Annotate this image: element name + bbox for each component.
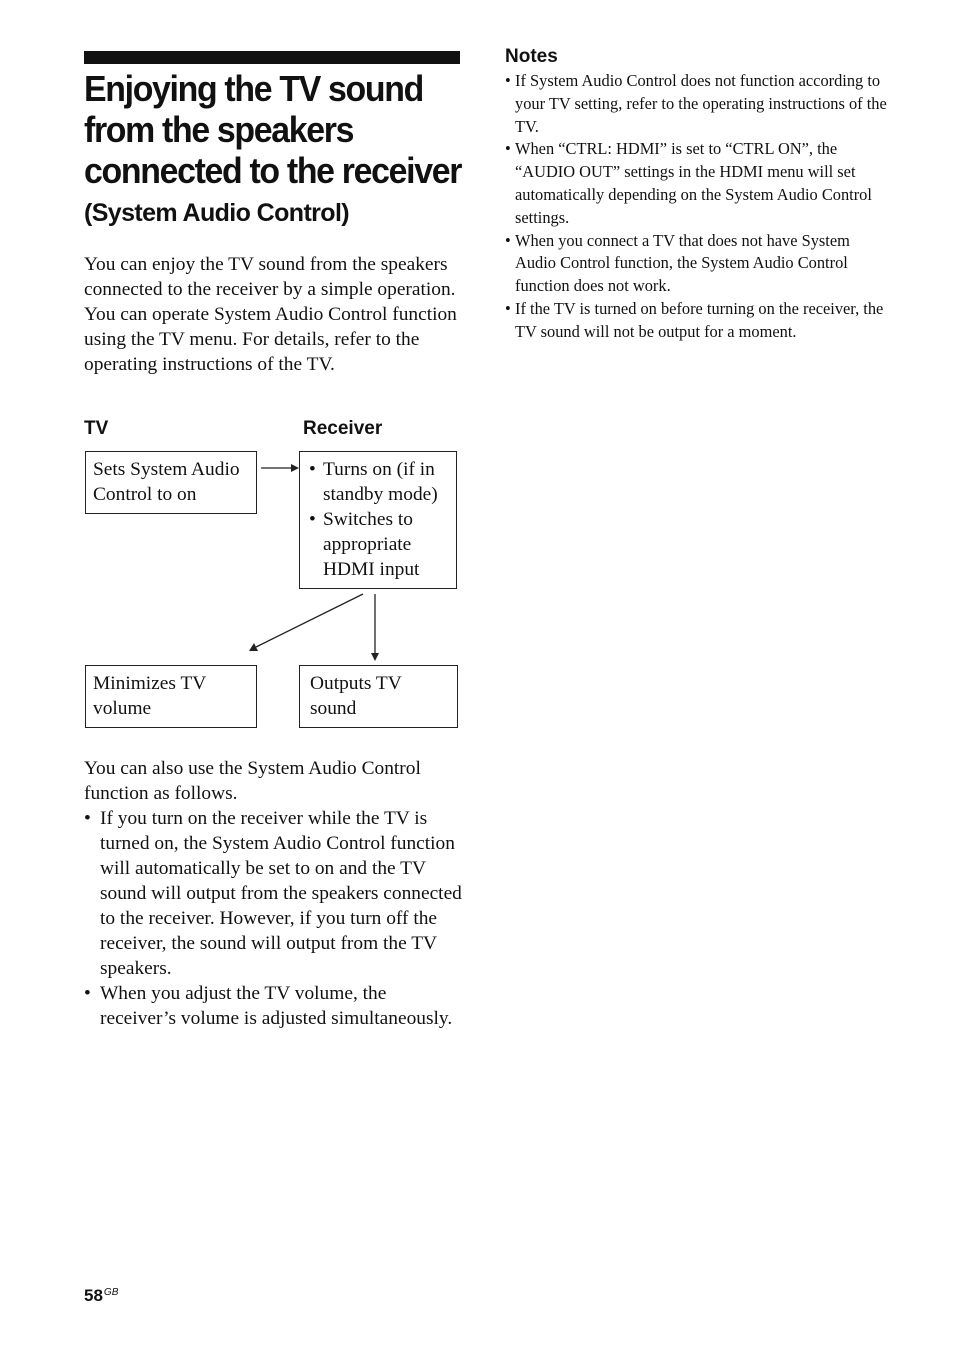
intro-paragraph-2: You can operate System Audio Control function using the TV menu. For details, refer to the operating instructions of the TV. (84, 304, 457, 375)
receiver-action-item: • Switches to appropriate HDMI input (307, 507, 449, 582)
note-item: • When you connect a TV that does not have System Audio Control function, the System Audio Control function does not work. (505, 230, 887, 298)
receiver-action-item: • Turns on (if in standby mode) (307, 457, 449, 507)
intro-paragraph-1: You can enjoy the TV sound from the speakers connected to the receiver by a simple operation. (84, 254, 456, 300)
page-region-suffix: GB (103, 1287, 119, 1298)
note-item: • When “CTRL: HDMI” is set to “CTRL ON”, the “AUDIO OUT” settings in the HDMI menu will set automatically depending on the System Audio Control settings. (505, 138, 887, 229)
arrow-receiver-to-output-head (371, 653, 379, 661)
note-item: • If System Audio Control does not function according to your TV setting, refer to the operating instructions of the TV. (505, 70, 887, 138)
minimize-volume-text: Minimizes TV volume (93, 673, 206, 719)
also-lead: You can also use the System Audio Control function as follows. (84, 758, 421, 804)
page-subtitle: (System Audio Control) (84, 199, 350, 227)
output-sound-text: Outputs TV sound (310, 673, 402, 719)
note-item: • If the TV is turned on before turning on the receiver, the TV sound will not be output for a moment. (505, 298, 887, 344)
notes-list (505, 70, 887, 344)
also-section (84, 756, 464, 1031)
also-bullet: • If you turn on the receiver while the TV is turned on, the System Audio Control function will automatically be set to on and the TV sound will output from the speakers connected to the receiver. However, if you turn off the receiver, the sound will output from the TV speakers. (84, 806, 464, 981)
page-number (84, 1282, 118, 1307)
arrow-tv-to-receiver-head (291, 464, 299, 472)
also-bullet-list (84, 806, 464, 1031)
title-line-3: connected to the receiver (84, 150, 462, 191)
receiver-column-label: Receiver (303, 418, 383, 439)
notes-heading: Notes (505, 46, 558, 67)
tv-column-label: TV (84, 418, 109, 439)
also-bullet: • When you adjust the TV volume, the receiver’s volume is adjusted simultaneously. (84, 981, 464, 1031)
tv-action-text: Sets System Audio Control to on (93, 459, 240, 505)
arrow-receiver-to-minimize (256, 594, 363, 647)
page-number-value: 58 (84, 1286, 103, 1305)
title-line-1: Enjoying the TV sound (84, 68, 423, 109)
title-line-2: from the speakers (84, 109, 354, 150)
